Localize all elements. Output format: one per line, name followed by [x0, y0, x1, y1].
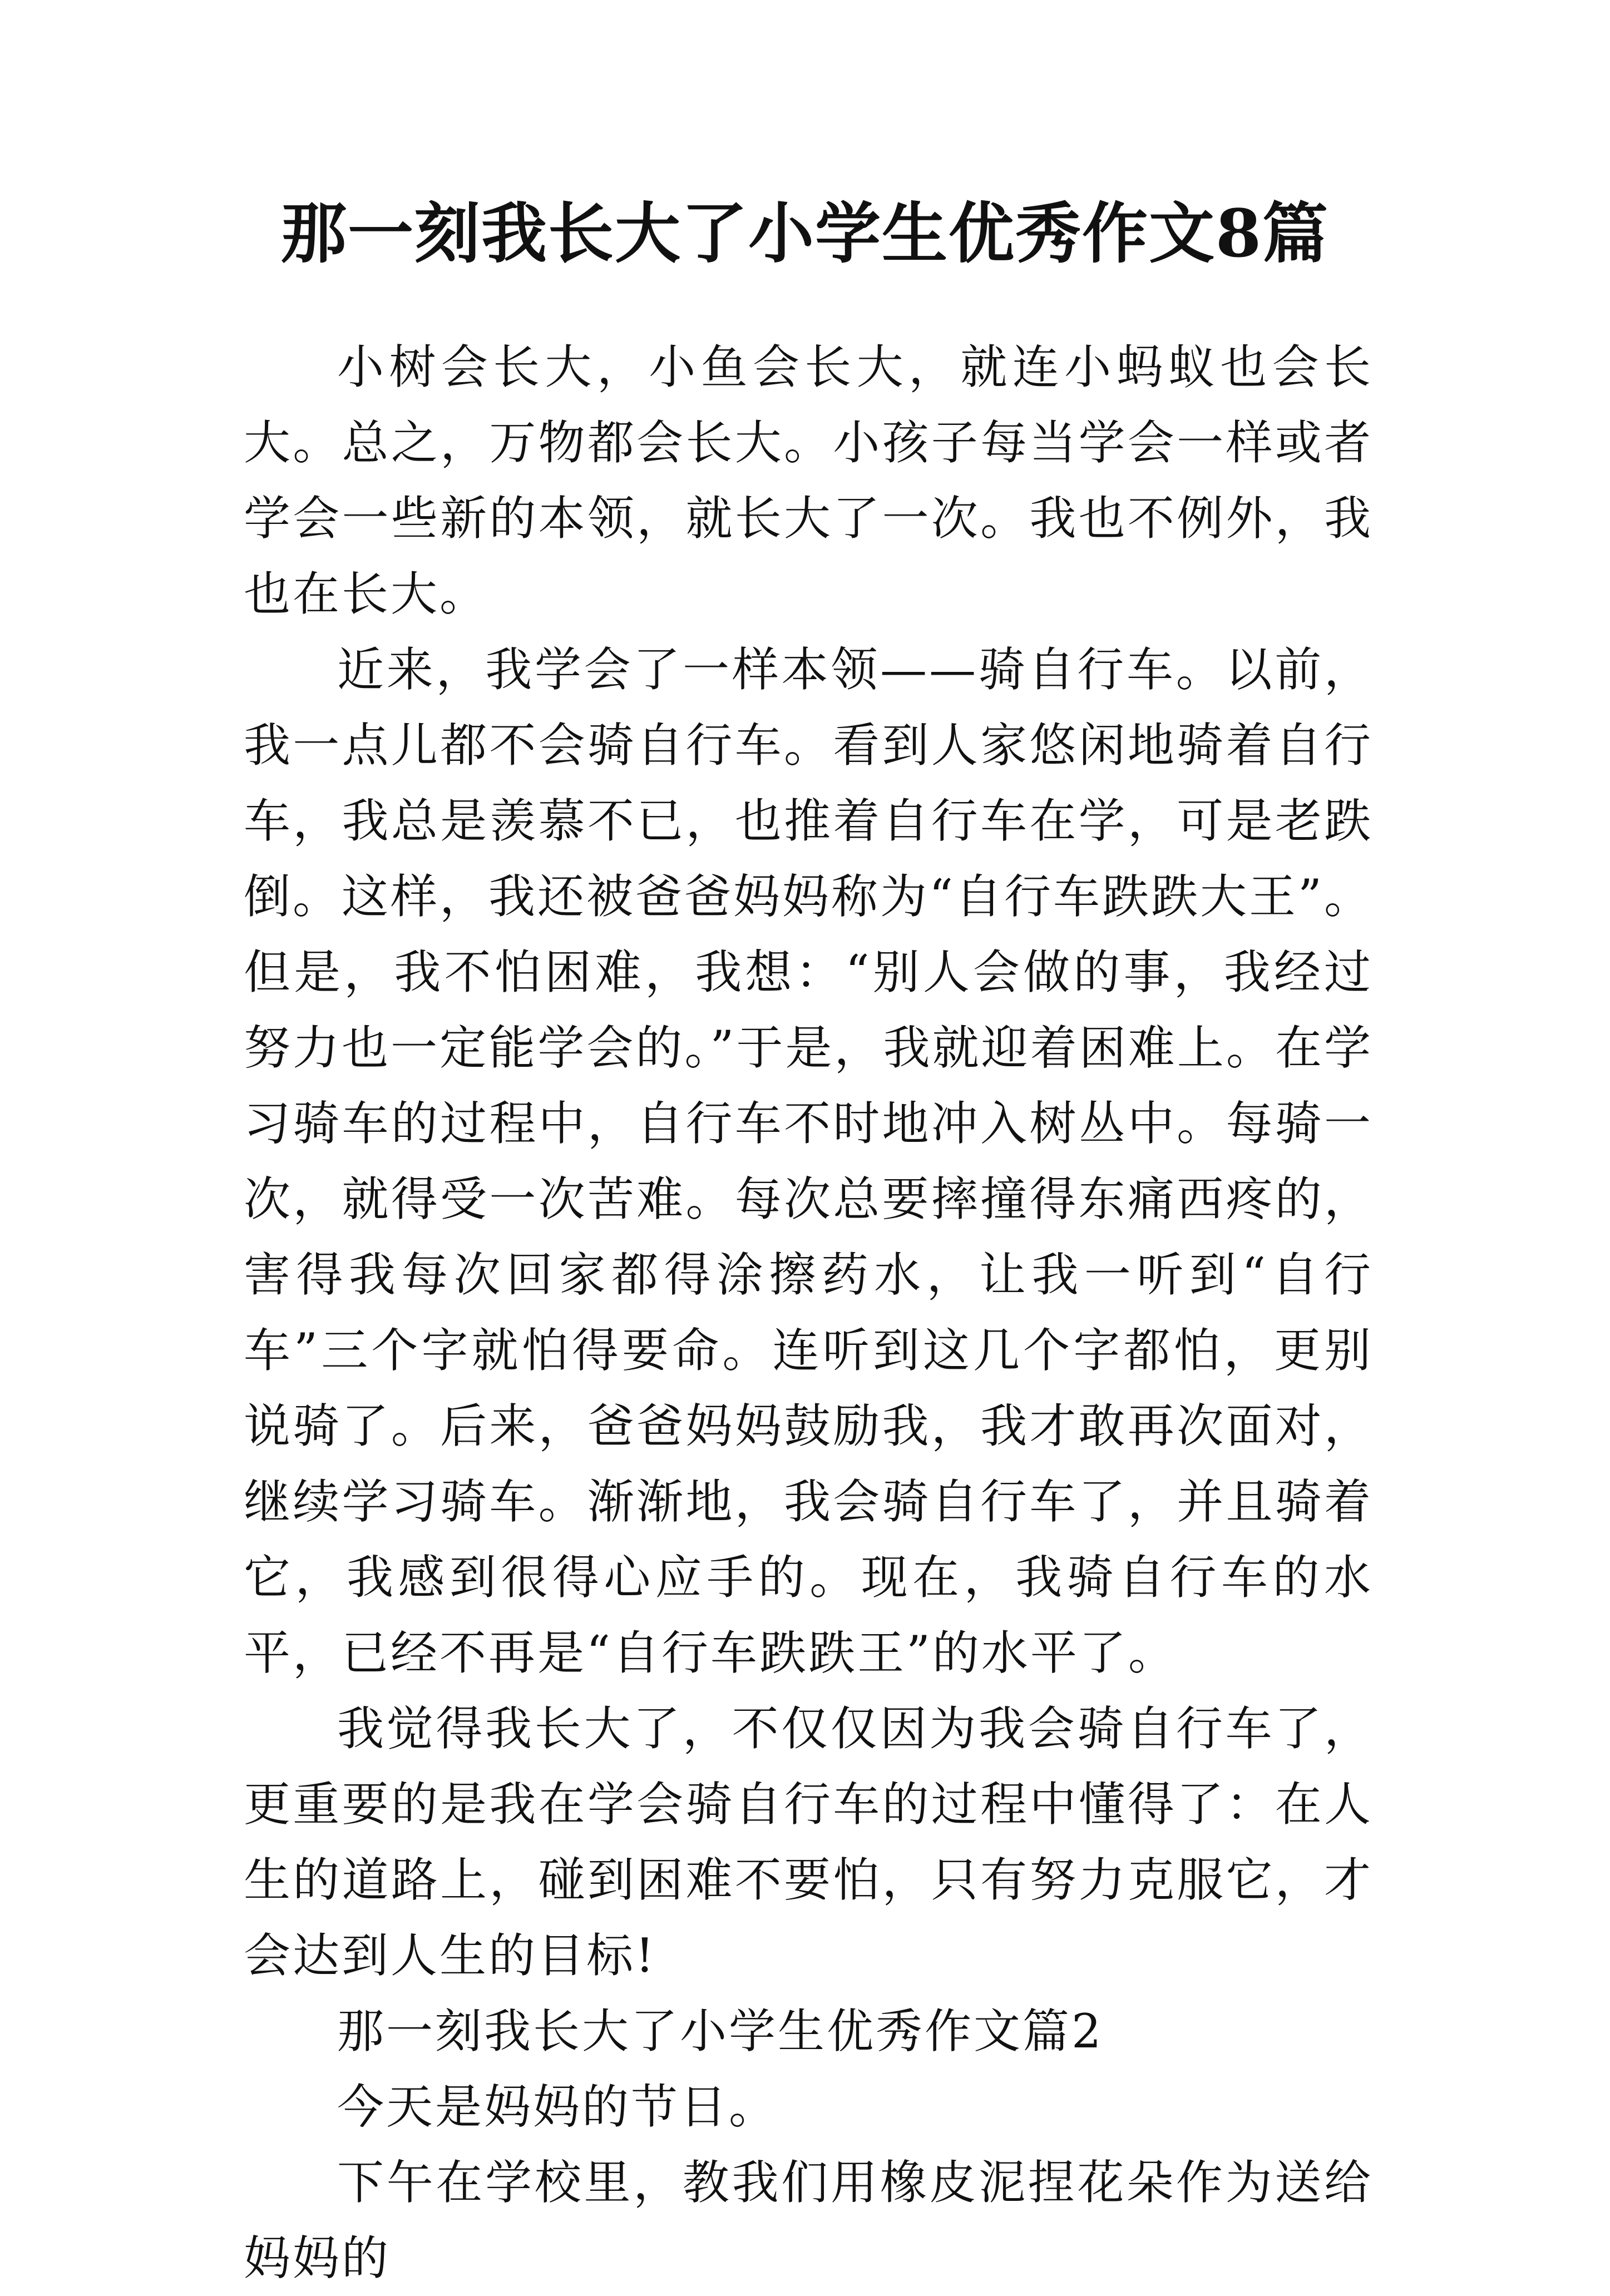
- document-body: [244, 329, 1373, 2296]
- paragraph: 小树会长大，小鱼会长大，就连小蚂蚁也会长大。总之，万物都会长大。小孩子每当学会一样或者学会一些新的本领，就长大了一次。我也不例外，我也在长大。: [244, 340, 1373, 621]
- paragraph: 近来，我学会了一样本领——骑自行车。以前，我一点儿都不会骑自行车。看到人家悠闲地骑着自行车，我总是羡慕不已，也推着自行车在学，可是老跌倒。这样，我还被爸爸妈妈称为“自行车跌跌大王”。但是，我不怕困难，我想：“别人会做的事，我经过努力也一定能学会的。”于是，我就迎着困难上。在学习骑车的过程中，自行车不时地冲入树丛中。每骑一次，就得受一次苦难。每次总要摔撞得东痛西疼的，害得我每次回家都得涂擦药水，让我一听到“自行车”三个字就怕得要命。连听到这几个字都怕，更别说骑了。后来，爸爸妈妈鼓励我，我才敢再次面对，继续学习骑车。渐渐地，我会骑自行车了，并且骑着它，我感到很得心应手的。现在，我骑自行车的水平，已经不再是“自行车跌跌王”的水平了。: [244, 642, 1373, 1680]
- paragraph: 今天是妈妈的节日。: [337, 2080, 778, 2134]
- paragraph: 下午在学校里，教我们用橡皮泥捏花朵作为送给妈妈的: [244, 2155, 1373, 2285]
- paragraph: 我觉得我长大了，不仅仅因为我会骑自行车了，更重要的是我在学会骑自行车的过程中懂得了：在人生的道路上，碰到困难不要怕，只有努力克服它，才会达到人生的目标!: [244, 1701, 1373, 1983]
- section-heading: 那一刻我长大了小学生优秀作文篇2: [337, 2004, 1104, 2059]
- document-title: 那一刻我长大了小学生优秀作文8篇: [280, 195, 1330, 272]
